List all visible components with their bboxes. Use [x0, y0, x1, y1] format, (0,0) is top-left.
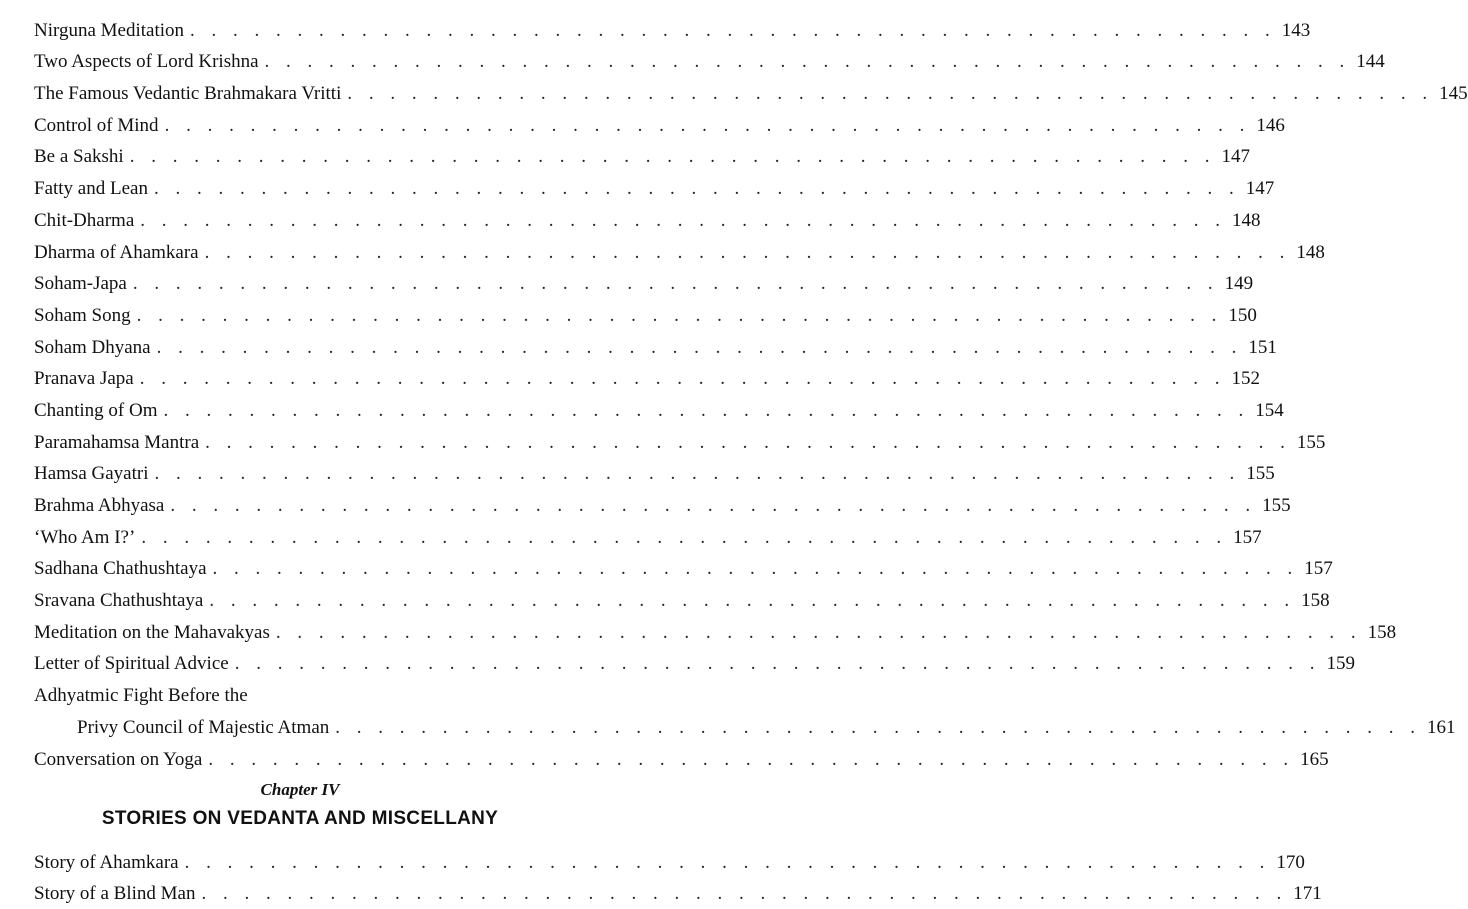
entry-title: Paramahamsa Mantra	[34, 431, 200, 453]
toc-entry	[0, 452, 1275, 485]
entry-title: Soham Song	[34, 304, 131, 326]
entry-title: Sravana Chathushtaya	[34, 590, 204, 612]
entry-title: Nirguna Meditation	[34, 19, 185, 41]
entry-title: Fatty and Lean	[34, 178, 148, 200]
entry-page-number: 155	[1246, 463, 1275, 485]
toc-entry	[0, 388, 1284, 421]
entry-page-number: 147	[1221, 146, 1250, 168]
entry-page-number: 149	[1224, 273, 1254, 295]
dot-leader: . . . . . . . . . . . . . . . . . . . . . . . . . . . . . . . . . . . . . . . . . . . . . . . . . . .	[335, 716, 1422, 738]
entry-page-number: 148	[1296, 241, 1325, 263]
entry-page-number: 147	[1245, 178, 1275, 200]
toc-list	[0, 8, 1468, 770]
chapter-label: Chapter IV	[260, 780, 340, 799]
entry-page-number: 158	[1301, 590, 1330, 612]
dot-leader: . . . . . . . . . . . . . . . . . . . . . . . . . . . . . . . . . . . . . . . . . . . . . . . . . . .	[140, 209, 1227, 231]
entry-page-number: 171	[1293, 883, 1322, 905]
toc-entry	[0, 737, 1329, 770]
entry-page-number: 144	[1356, 51, 1385, 73]
entry-title: Story of a Blind Man	[34, 883, 196, 905]
dot-leader: . . . . . . . . . . . . . . . . . . . . . . . . . . . . . . . . . . . . . . . . . . . . . . . . . . .	[156, 336, 1243, 358]
entry-page-number: 152	[1231, 368, 1260, 390]
entry-page-number: 145	[1439, 83, 1468, 105]
dot-leader: . . . . . . . . . . . . . . . . . . . . . . . . . . . . . . . . . . . . . . . . . . . . . . . . . . .	[141, 526, 1228, 548]
toc-entry	[0, 40, 1385, 73]
toc-entry	[0, 71, 1468, 105]
entry-page-number: 154	[1255, 399, 1284, 421]
entry-title: Brahma Abhyasa	[34, 495, 165, 516]
toc-entry	[0, 610, 1397, 643]
entry-page-number: 157	[1233, 526, 1262, 548]
toc-entry	[0, 872, 1322, 905]
entry-title: Be a Sakshi	[34, 146, 124, 168]
entry-title: Meditation on the Mahavakyas	[34, 621, 270, 643]
entry-title: Story of Ahamkara	[34, 851, 179, 873]
toc-entry	[0, 198, 1261, 231]
toc-entry	[0, 483, 1291, 516]
dot-leader: . . . . . . . . . . . . . . . . . . . . . . . . . . . . . . . . . . . . . . . . . . . . . . . . . . .	[204, 241, 1291, 263]
entry-title: Chanting of Om	[34, 399, 158, 421]
dot-leader: . . . . . . . . . . . . . . . . . . . . . . . . . . . . . . . . . . . . . . . . . . . . . . . . . . .	[164, 114, 1251, 136]
chapter-title: STORIES ON VEDANTA AND MISCELLANY	[101, 808, 499, 829]
toc-entry-line-1	[0, 673, 600, 705]
dot-leader: . . . . . . . . . . . . . . . . . . . . . . . . . . . . . . . . . . . . . . . . . . . . . . . . . . .	[136, 304, 1223, 326]
entry-page-number: 159	[1326, 653, 1355, 675]
dot-leader: . . . . . . . . . . . . . . . . . . . . . . . . . . . . . . . . . . . . . . . . . . . . . . . . . . .	[234, 653, 1321, 675]
dot-leader: . . . . . . . . . . . . . . . . . . . . . . . . . . . . . . . . . . . . . . . . . . . . . . . . . . .	[201, 883, 1288, 905]
toc-entry	[0, 135, 1250, 168]
toc-entry	[0, 578, 1330, 612]
entry-page-number: 165	[1300, 748, 1329, 770]
entry-title: Control of Mind	[34, 114, 159, 136]
dot-leader: . . . . . . . . . . . . . . . . . . . . . . . . . . . . . . . . . . . . . . . . . . . . . . . . . . .	[184, 851, 1271, 873]
toc-entry	[0, 642, 1355, 675]
entry-title: ‘Who Am I?’	[34, 526, 136, 548]
toc-entry	[0, 325, 1277, 358]
toc-entry	[0, 293, 1257, 326]
entry-title: Soham Dhyana	[34, 336, 151, 358]
chapter-toc-list	[0, 840, 1322, 905]
entry-title: The Famous Vedantic Brahmakara Vritti	[34, 83, 342, 105]
entry-title-continued: Privy Council of Majestic Atman	[77, 716, 330, 738]
dot-leader: . . . . . . . . . . . . . . . . . . . . . . . . . . . . . . . . . . . . . . . . . . . . . . . . . . .	[208, 748, 1295, 770]
toc-entry	[0, 547, 1333, 580]
entry-page-number: 155	[1262, 495, 1291, 516]
entry-title: Dharma of Ahamkara	[34, 241, 199, 263]
entry-title: Hamsa Gayatri	[34, 463, 149, 485]
entry-title: Sadhana Chathushtaya	[34, 558, 207, 580]
dot-leader: . . . . . . . . . . . . . . . . . . . . . . . . . . . . . . . . . . . . . . . . . . . . . . . . . . .	[264, 51, 1351, 73]
toc-entry	[0, 8, 1311, 41]
dot-leader: . . . . . . . . . . . . . . . . . . . . . . . . . . . . . . . . . . . . . . . . . . . . . . . . . . .	[347, 83, 1434, 105]
entry-title: Letter of Spiritual Advice	[34, 653, 229, 675]
toc-entry	[0, 166, 1275, 200]
dot-leader: . . . . . . . . . . . . . . . . . . . . . . . . . . . . . . . . . . . . . . . . . . . . . . . . . . .	[205, 431, 1291, 453]
entry-page-number: 170	[1276, 851, 1305, 873]
dot-leader: . . . . . . . . . . . . . . . . . . . . . . . . . . . . . . . . . . . . . . . . . . . . . . . . . . .	[153, 178, 1240, 200]
dot-leader: . . . . . . . . . . . . . . . . . . . . . . . . . . . . . . . . . . . . . . . . . . . . . . . . . . .	[154, 463, 1241, 485]
entry-title: Two Aspects of Lord Krishna	[34, 51, 259, 73]
toc-entry	[0, 840, 1305, 873]
entry-page-number: 146	[1256, 114, 1285, 136]
toc-entry	[0, 515, 1262, 548]
entry-title: Chit-Dharma	[34, 209, 135, 231]
toc-entry	[0, 357, 1260, 390]
entry-title: Adhyatmic Fight Before the	[34, 685, 248, 707]
toc-entry	[0, 262, 1254, 295]
dot-leader: . . . . . . . . . . . . . . . . . . . . . . . . . . . . . . . . . . . . . . . . . . . . . . . . . . .	[139, 368, 1226, 390]
toc-entry	[0, 103, 1285, 136]
dot-leader: . . . . . . . . . . . . . . . . . . . . . . . . . . . . . . . . . . . . . . . . . . . . . . . . . . .	[275, 621, 1362, 643]
toc-entry-line-2	[0, 705, 1456, 738]
entry-page-number: 143	[1281, 19, 1311, 41]
entry-page-number: 158	[1367, 621, 1397, 643]
entry-page-number: 161	[1427, 716, 1456, 738]
entry-title: Soham-Japa	[34, 273, 127, 295]
entry-title: Pranava Japa	[34, 368, 134, 390]
entry-page-number: 151	[1248, 336, 1277, 358]
entry-page-number: 150	[1228, 304, 1257, 326]
toc-entry	[0, 420, 1326, 453]
entry-page-number: 155	[1296, 431, 1326, 453]
entry-title: Conversation on Yoga	[34, 748, 203, 770]
dot-leader: . . . . . . . . . . . . . . . . . . . . . . . . . . . . . . . . . . . . . . . . . . . . . . . . . . .	[132, 273, 1219, 295]
dot-leader: . . . . . . . . . . . . . . . . . . . . . . . . . . . . . . . . . . . . . . . . . . . . . . . . . . .	[190, 19, 1276, 41]
toc-entry	[0, 230, 1325, 263]
dot-leader: . . . . . . . . . . . . . . . . . . . . . . . . . . . . . . . . . . . . . . . . . . . . . . . . . . .	[129, 146, 1216, 168]
dot-leader: . . . . . . . . . . . . . . . . . . . . . . . . . . . . . . . . . . . . . . . . . . . . . . . . . . .	[170, 495, 1257, 516]
dot-leader: . . . . . . . . . . . . . . . . . . . . . . . . . . . . . . . . . . . . . . . . . . . . . . . . . . .	[163, 399, 1250, 421]
entry-page-number: 157	[1304, 558, 1333, 580]
dot-leader: . . . . . . . . . . . . . . . . . . . . . . . . . . . . . . . . . . . . . . . . . . . . . . . . . . .	[212, 558, 1299, 580]
dot-leader: . . . . . . . . . . . . . . . . . . . . . . . . . . . . . . . . . . . . . . . . . . . . . . . . . . .	[209, 590, 1296, 612]
entry-page-number: 148	[1232, 209, 1261, 231]
